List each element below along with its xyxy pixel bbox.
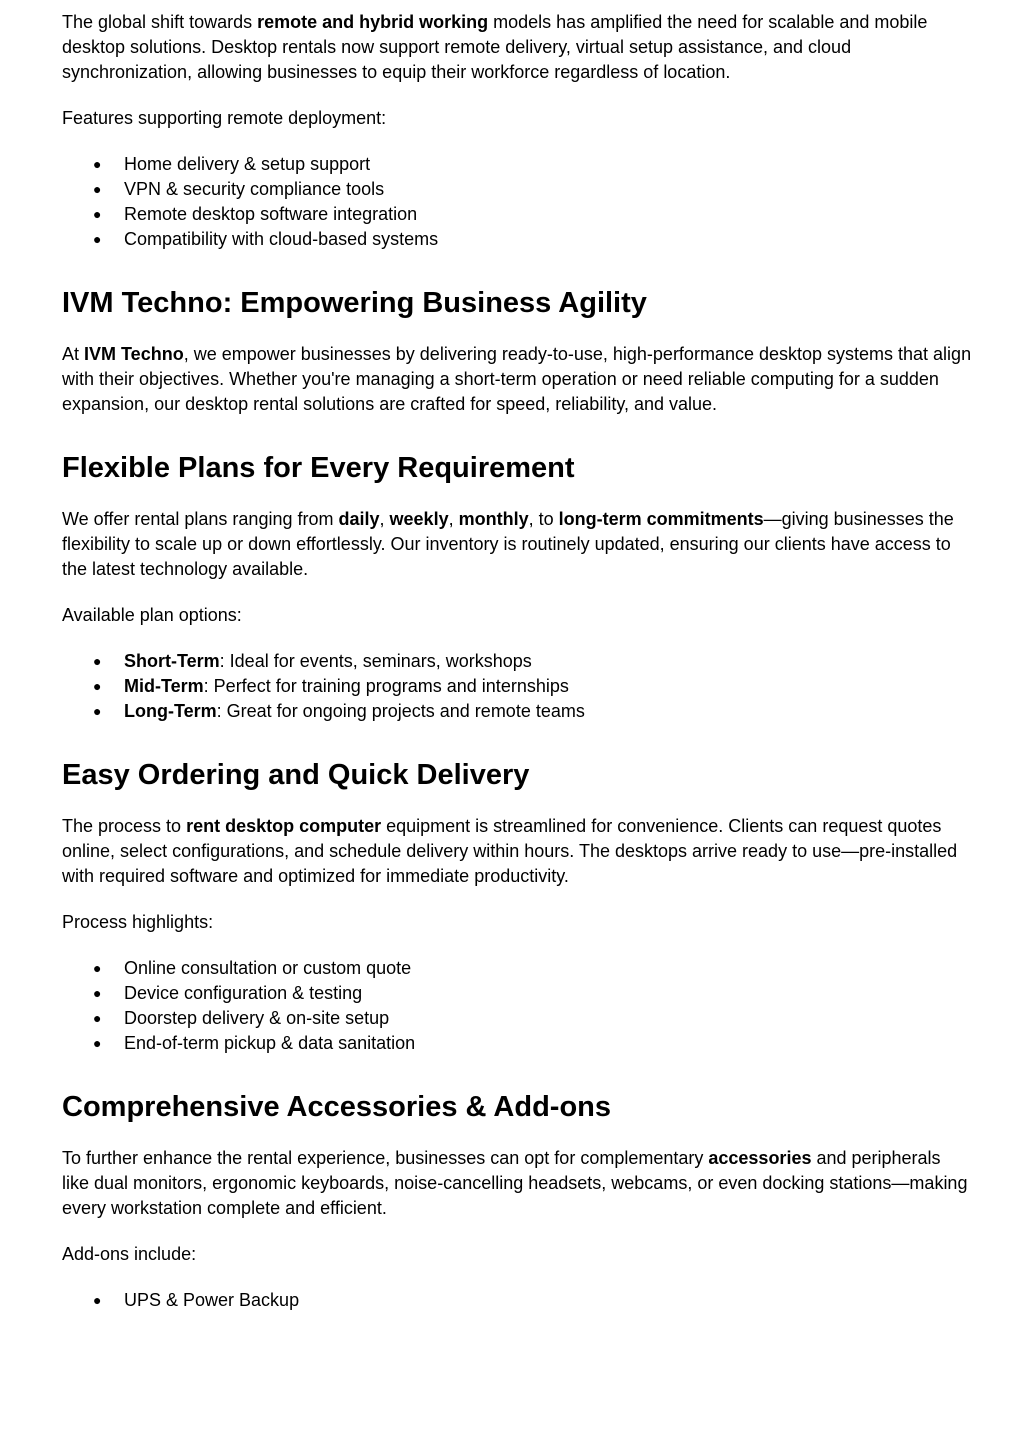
list-item: ● Home delivery & setup support	[62, 152, 972, 177]
section-heading-ordering: Easy Ordering and Quick Delivery	[62, 759, 530, 791]
accessories-paragraph: To further enhance the rental experience, businesses can opt for complementary accessories and peripherals like dual monitors, ergonomic keyboards, noise-cancelling headsets, webcams, or even docking stations—making every workstation complete and efficient.	[62, 1148, 968, 1218]
intro-paragraph: The global shift towards remote and hybrid working models has amplified the need for scalable and mobile desktop solutions. Desktop rentals now support remote delivery, virtual setup assistance, and cloud synchronization, allowing businesses to equip their workforce regardless of location.	[62, 12, 928, 82]
section-heading-ivm: IVM Techno: Empowering Business Agility	[62, 287, 647, 319]
section-heading-accessories: Comprehensive Accessories & Add-ons	[62, 1091, 612, 1123]
list-item: ● VPN & security compliance tools	[62, 177, 972, 202]
process-highlights-list	[62, 956, 972, 1056]
plans-paragraph: We offer rental plans ranging from daily, weekly, monthly, to long-term commitments—giving businesses the flexibility to scale up or down effortlessly. Our inventory is routinely updated, ensuring our clients have access to the latest technology available.	[62, 509, 954, 579]
list-item: ● Long-Term: Great for ongoing projects and remote teams	[62, 699, 972, 724]
ordering-paragraph: The process to rent desktop computer equipment is streamlined for convenience. Clients can request quotes online, select configurations, and schedule delivery within hours. The desktops arrive ready to use—pre-installed with required software and optimized for immediate productivity.	[62, 816, 958, 886]
list-item: ● Short-Term: Ideal for events, seminars, workshops	[62, 649, 972, 674]
list-item: ● End-of-term pickup & data sanitation	[62, 1031, 972, 1056]
ivm-paragraph: At IVM Techno, we empower businesses by delivering ready-to-use, high-performance desktop systems that align with their objectives. Whether you're managing a short-term operation or need reliable computing for a sudden expansion, our desktop rental solutions are crafted for speed, reliability, and value.	[62, 344, 972, 414]
plan-options-list	[62, 649, 972, 724]
process-highlights-label: Process highlights:	[62, 912, 214, 932]
section-heading-plans: Flexible Plans for Every Requirement	[62, 452, 575, 484]
addons-list	[62, 1288, 972, 1313]
list-item: ● UPS & Power Backup	[62, 1288, 972, 1313]
addons-label: Add-ons include:	[62, 1244, 197, 1264]
plan-options-label: Available plan options:	[62, 605, 242, 625]
list-item: ● Doorstep delivery & on-site setup	[62, 1006, 972, 1031]
list-item: ● Compatibility with cloud-based systems	[62, 227, 972, 252]
features-list	[62, 152, 972, 252]
features-label: Features supporting remote deployment:	[62, 108, 387, 128]
list-item: ● Mid-Term: Perfect for training programs and internships	[62, 674, 972, 699]
list-item: ● Device configuration & testing	[62, 981, 972, 1006]
list-item: ● Online consultation or custom quote	[62, 956, 972, 981]
list-item: ● Remote desktop software integration	[62, 202, 972, 227]
document-page	[62, 10, 972, 1313]
